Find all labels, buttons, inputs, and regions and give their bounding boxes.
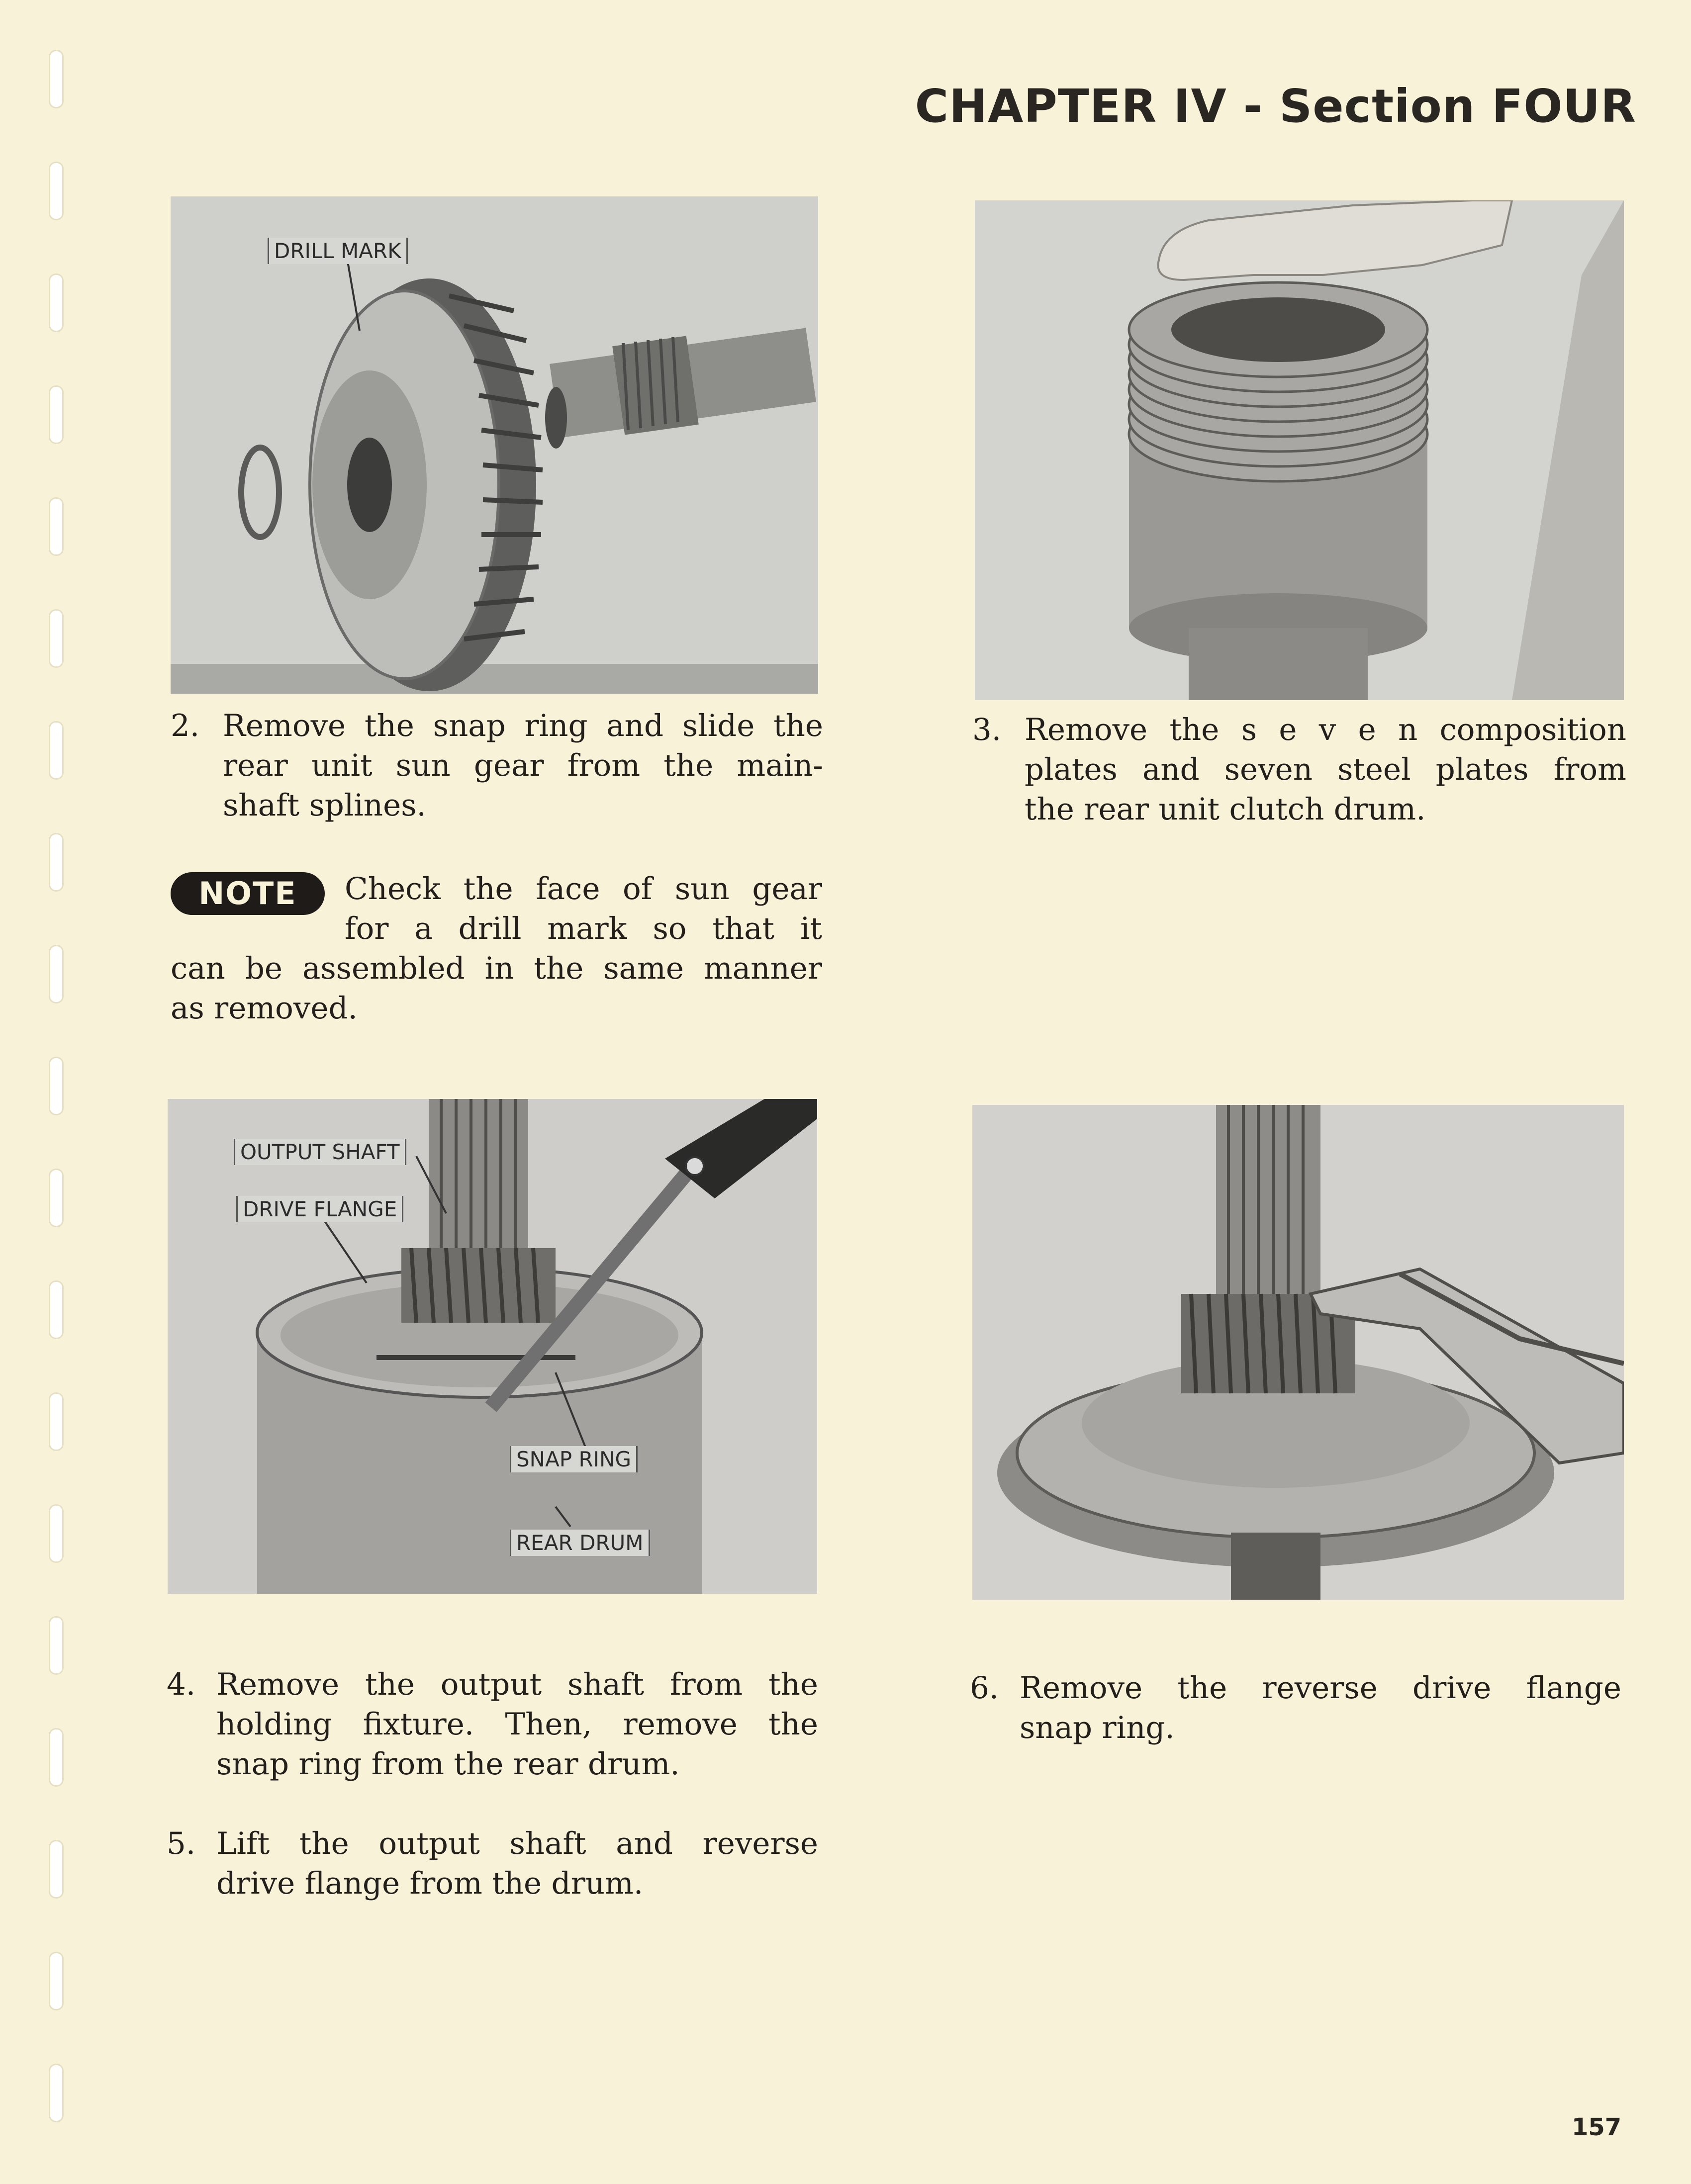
binding-hole — [49, 1057, 64, 1115]
step-line: Remove the s e v e n composition — [1025, 712, 1626, 747]
photo-reverse-flange — [972, 1105, 1624, 1600]
clutch-plates-illustration — [975, 200, 1624, 700]
step-line: holding fixture. Then, remove the — [216, 1707, 818, 1742]
callout-drill-mark: DRILL MARK — [268, 238, 408, 264]
binding-hole — [49, 1504, 64, 1563]
step-number: 2. — [171, 708, 200, 743]
binding-hole — [49, 1616, 64, 1675]
step-4 — [167, 1665, 818, 1784]
step-line: drive flange from the drum. — [216, 1866, 644, 1901]
binding-hole — [49, 50, 64, 108]
step-line: Remove the reverse drive flange — [1020, 1670, 1621, 1706]
step-line: shaft splines. — [223, 788, 426, 823]
binding-hole — [49, 833, 64, 892]
callout-snap-ring: SNAP RING — [510, 1446, 638, 1472]
step-line: Remove the output shaft from the — [216, 1667, 818, 1702]
note-line: Check the face of sun gear — [345, 871, 822, 907]
step-2 — [171, 706, 823, 825]
callout-output-shaft: OUTPUT SHAFT — [234, 1139, 406, 1165]
page-number: 157 — [1572, 2113, 1622, 2141]
note-badge: NOTE — [171, 872, 325, 915]
callout-rear-drum: REAR DRUM — [510, 1530, 650, 1556]
step-line: rear unit sun gear from the main- — [223, 748, 823, 783]
binding-hole — [49, 385, 64, 444]
step-5 — [167, 1824, 818, 1904]
photo-output-shaft-drum — [168, 1099, 817, 1594]
sun-gear-illustration — [171, 196, 818, 694]
note-line: as removed. — [171, 991, 358, 1026]
binding-hole — [49, 1952, 64, 2010]
binding-hole — [49, 721, 64, 780]
binding-hole — [49, 2064, 64, 2122]
step-line: the rear unit clutch drum. — [1025, 792, 1426, 827]
step-3 — [972, 710, 1626, 829]
binding-hole — [49, 609, 64, 668]
step-number: 6. — [970, 1670, 999, 1706]
photo-sun-gear — [171, 196, 818, 694]
binding-hole — [49, 1169, 64, 1227]
reverse-flange-illustration — [972, 1105, 1624, 1600]
binding-hole — [49, 162, 64, 220]
binding-hole — [49, 945, 64, 1003]
step-line: snap ring. — [1020, 1710, 1175, 1745]
step-line: Lift the output shaft and reverse — [216, 1826, 818, 1861]
step-6 — [970, 1668, 1621, 1748]
step-number: 3. — [972, 712, 1002, 747]
binding-hole — [49, 497, 64, 556]
step-line: plates and seven steel plates from — [1025, 752, 1626, 787]
step-number: 4. — [167, 1667, 196, 1702]
note-line: for a drill mark so that it — [345, 911, 822, 946]
step-number: 5. — [167, 1826, 196, 1861]
photo-clutch-plates — [975, 200, 1624, 700]
binding-hole — [49, 1280, 64, 1339]
step-line: Remove the snap ring and slide the — [223, 708, 823, 743]
binding-hole — [49, 1840, 64, 1899]
chapter-title: CHAPTER IV - Section FOUR — [915, 80, 1636, 133]
step-line: snap ring from the rear drum. — [216, 1746, 680, 1782]
binding-hole — [49, 273, 64, 332]
binding-hole — [49, 1392, 64, 1451]
output-shaft-drum-illustration — [168, 1099, 817, 1594]
callout-drive-flange: DRIVE FLANGE — [236, 1196, 403, 1222]
note-line: can be assembled in the same manner — [171, 951, 822, 986]
binding-hole — [49, 1728, 64, 1787]
